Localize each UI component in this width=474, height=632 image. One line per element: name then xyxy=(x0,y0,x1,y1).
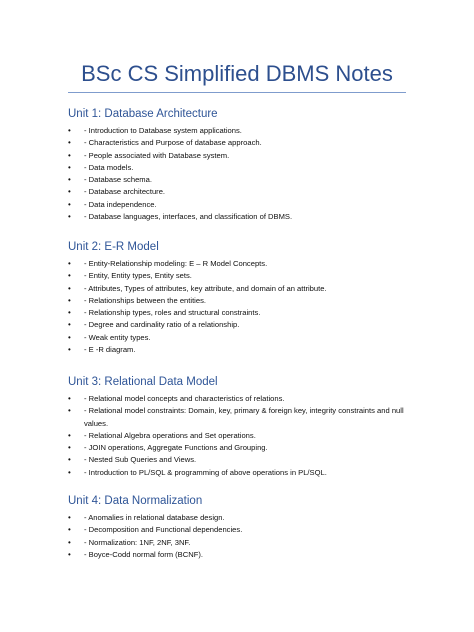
list-item xyxy=(68,393,410,405)
unit-1-section xyxy=(68,107,410,223)
list-item xyxy=(68,283,410,295)
list-item xyxy=(68,442,410,454)
bullet-icon: • xyxy=(68,394,71,403)
bullet-icon: • xyxy=(68,537,71,547)
bullet-icon: • xyxy=(68,467,71,477)
topic-text: - Attributes, Types of attributes, key attribute, and domain of an attribute. xyxy=(84,283,327,293)
topic-text: - Anomalies in relational database design. xyxy=(84,513,225,522)
unit-2-section xyxy=(68,240,410,356)
topic-text: - Database schema. xyxy=(84,175,152,185)
unit-2-topic-list xyxy=(68,258,410,356)
unit-4-heading: Unit 4: Data Normalization xyxy=(68,495,203,507)
bullet-icon: • xyxy=(68,138,71,148)
list-item xyxy=(68,537,410,549)
unit-3-section xyxy=(68,375,410,479)
list-item xyxy=(68,319,410,331)
bullet-icon: • xyxy=(68,187,71,197)
bullet-icon: • xyxy=(68,406,71,416)
unit-4-section xyxy=(68,494,410,561)
topic-text: - Data independence. xyxy=(84,199,157,209)
bullet-icon: • xyxy=(68,513,71,522)
topic-text: - Relational model concepts and characteristics of relations. xyxy=(84,394,285,403)
bullet-icon: • xyxy=(68,320,71,330)
list-item xyxy=(68,344,410,356)
topic-text: - Relationships between the entities. xyxy=(84,295,206,305)
list-item xyxy=(68,125,410,137)
list-item xyxy=(68,137,410,149)
unit-4-topic-list xyxy=(68,512,410,561)
topic-text: - Relational model constraints: Domain, key, primary & foreign key, integrity constraints and null values. xyxy=(84,406,404,428)
topic-text: - Characteristics and Purpose of database approach. xyxy=(84,138,262,148)
list-item xyxy=(68,211,410,223)
topic-text: - Decomposition and Functional dependencies. xyxy=(84,525,243,535)
bullet-icon: • xyxy=(68,308,71,318)
bullet-icon: • xyxy=(68,345,71,355)
topic-text: - Introduction to Database system applications. xyxy=(84,126,242,135)
bullet-icon: • xyxy=(68,332,71,342)
topic-text: - Introduction to PL/SQL & programming of above operations in PL/SQL. xyxy=(84,467,327,477)
topic-text: - Database architecture. xyxy=(84,187,166,197)
list-item xyxy=(68,270,410,282)
bullet-icon: • xyxy=(68,430,71,440)
list-item xyxy=(68,307,410,319)
bullet-icon: • xyxy=(68,443,71,453)
bullet-icon: • xyxy=(68,295,71,305)
topic-text: - E -R diagram. xyxy=(84,345,136,355)
list-item xyxy=(68,454,410,466)
bullet-icon: • xyxy=(68,175,71,185)
list-item xyxy=(68,295,410,307)
list-item xyxy=(68,524,410,536)
unit-1-heading: Unit 1: Database Architecture xyxy=(68,108,218,120)
list-item xyxy=(68,467,410,479)
topic-text: - Degree and cardinality ratio of a relationship. xyxy=(84,320,240,330)
topic-text: - Relational Algebra operations and Set operations. xyxy=(84,430,256,440)
topic-text: - Entity-Relationship modeling: E – R Model Concepts. xyxy=(84,259,268,268)
topic-text: - Boyce-Codd normal form (BCNF). xyxy=(84,549,203,559)
list-item xyxy=(68,512,410,524)
bullet-icon: • xyxy=(68,259,71,268)
topic-text: - Database languages, interfaces, and classification of DBMS. xyxy=(84,212,293,222)
bullet-icon: • xyxy=(68,271,71,281)
topic-text: - JOIN operations, Aggregate Functions and Grouping. xyxy=(84,443,268,453)
unit-1-topic-list xyxy=(68,125,410,223)
bullet-icon: • xyxy=(68,283,71,293)
unit-3-topic-list xyxy=(68,393,410,479)
list-item xyxy=(68,150,410,162)
bullet-icon: • xyxy=(68,212,71,222)
topic-text: - Normalization: 1NF, 2NF, 3NF. xyxy=(84,537,191,547)
bullet-icon: • xyxy=(68,525,71,535)
bullet-icon: • xyxy=(68,455,71,465)
topic-text: - Weak entity types. xyxy=(84,332,151,342)
list-item xyxy=(68,199,410,211)
topic-text: - People associated with Database system. xyxy=(84,150,230,160)
list-item xyxy=(68,405,410,430)
title-underline-rule xyxy=(68,92,406,93)
unit-3-heading: Unit 3: Relational Data Model xyxy=(68,376,218,388)
list-item xyxy=(68,186,410,198)
list-item xyxy=(68,162,410,174)
unit-2-heading: Unit 2: E-R Model xyxy=(68,241,159,253)
topic-text: - Entity, Entity types, Entity sets. xyxy=(84,271,192,281)
topic-text: - Relationship types, roles and structural constraints. xyxy=(84,308,261,318)
topic-text: - Nested Sub Queries and Views. xyxy=(84,455,197,465)
document-title: BSc CS Simplified DBMS Notes xyxy=(81,61,393,86)
list-item xyxy=(68,258,410,270)
list-item xyxy=(68,430,410,442)
list-item xyxy=(68,549,410,561)
list-item xyxy=(68,332,410,344)
list-item xyxy=(68,174,410,186)
bullet-icon: • xyxy=(68,199,71,209)
topic-text: - Data models. xyxy=(84,162,134,172)
bullet-icon: • xyxy=(68,162,71,172)
bullet-icon: • xyxy=(68,150,71,160)
bullet-icon: • xyxy=(68,549,71,559)
bullet-icon: • xyxy=(68,126,71,135)
